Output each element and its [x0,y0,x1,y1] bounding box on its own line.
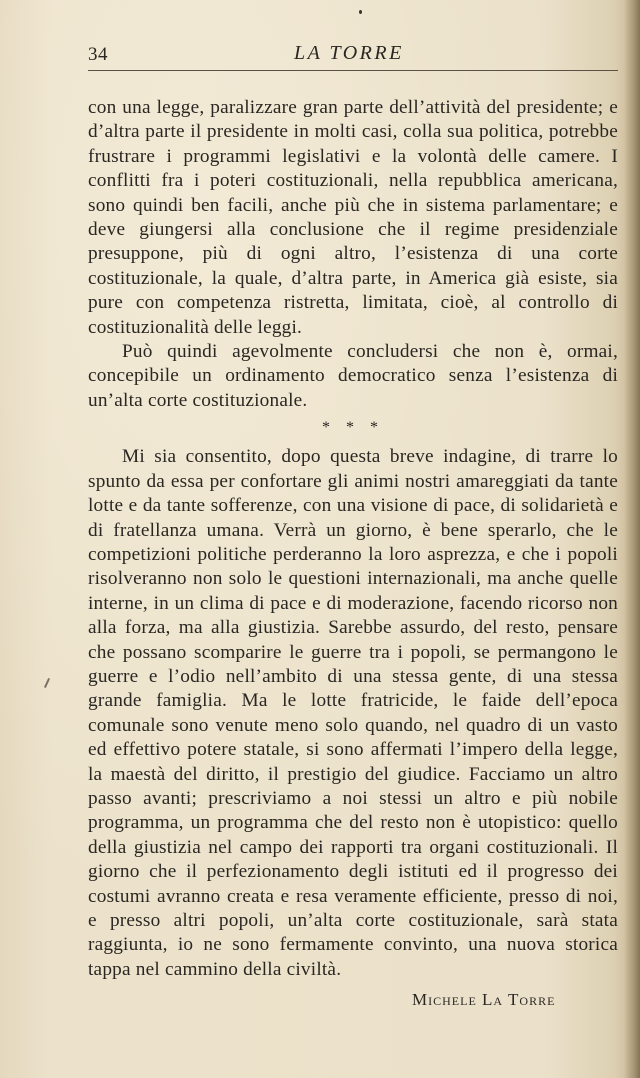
page-number: 34 [88,44,108,65]
paragraph-conclusion: Può quindi agevolmente concludersi che non è, ormai, concepibile un ordinamento democratico senza l’esistenza di un’alta corte costituzionale. [88,341,618,411]
print-speck [359,10,362,14]
margin-ink-mark [44,678,50,688]
paragraph-closing: Mi sia consentito, dopo questa breve indagine, di trarre lo spunto da essa per confortare gli animi nostri amareggiati da tante lotte e da tante sofferenze, con una visione di pace, di solidarietà e di fratellanza umana. Verrà un giorno, è bene sperarlo, che le competizioni politiche perderanno la loro asprezza, e che i popoli risolveranno non solo le questioni internazionali, ma anche quelle interne, in un clima di pace e di moderazione, facendo ricorso non alla forza, ma alla giustizia. Sarebbe assurdo, del resto, pensare che possano scomparire le guerre tra i popoli, se permangono le guerre e l’odio nell’ambito di una stessa gente, di una stessa grande famiglia. Ma le lotte fratricide, le faide dell’epoca comunale sono venute meno solo quando, nel quadro di un vasto ed effettivo potere statale, si sono affermati l’impero della legge, la maestà del diritto, il prestigio del giudice. Facciamo un altro passo avanti; prescriviamo a noi stessi un altro e più nobile programma, un programma che del resto non è utopistico: quello della giustizia nel campo dei rapporti tra organi costituzionali. Il giorno che il perfezionamento degli istituti ed il progresso dei costumi avranno creata e resa veramente efficiente, presso di noi, e presso altri popoli, un’alta corte costituzionale, sarà stata raggiunta, io ne sono fermamente convinto, una nuova storica tappa nel cammino della civiltà. [88,446,618,980]
author-signature: Michele La Torre [412,990,556,1010]
header-rule [88,70,618,71]
section-separator: * * * [322,419,384,437]
binding-shadow [624,0,640,1078]
paragraph-continued: con una legge, paralizzare gran parte dell’attività del presidente; e d’altra parte il presidente in molti casi, colla sua politica, potrebbe frustrare i programmi legislativi e la volontà delle camere. I conflitti fra i poteri costituzionali, nella repubblica americana, sono quindi ben facili, anche più che in sistema parlamentare; e deve giungersi alla conclusione che il regime presidenziale presuppone, più di ogni altro, l’esistenza di una corte costituzionale, la quale, d’altra parte, in America già esiste, sia pure con competenza ristretta, limitata, cioè, al controllo di costituzionalità delle leggi. [88,97,618,338]
page-header [88,40,618,72]
article-body [88,96,618,1012]
running-title: LA TORRE [294,42,404,64]
